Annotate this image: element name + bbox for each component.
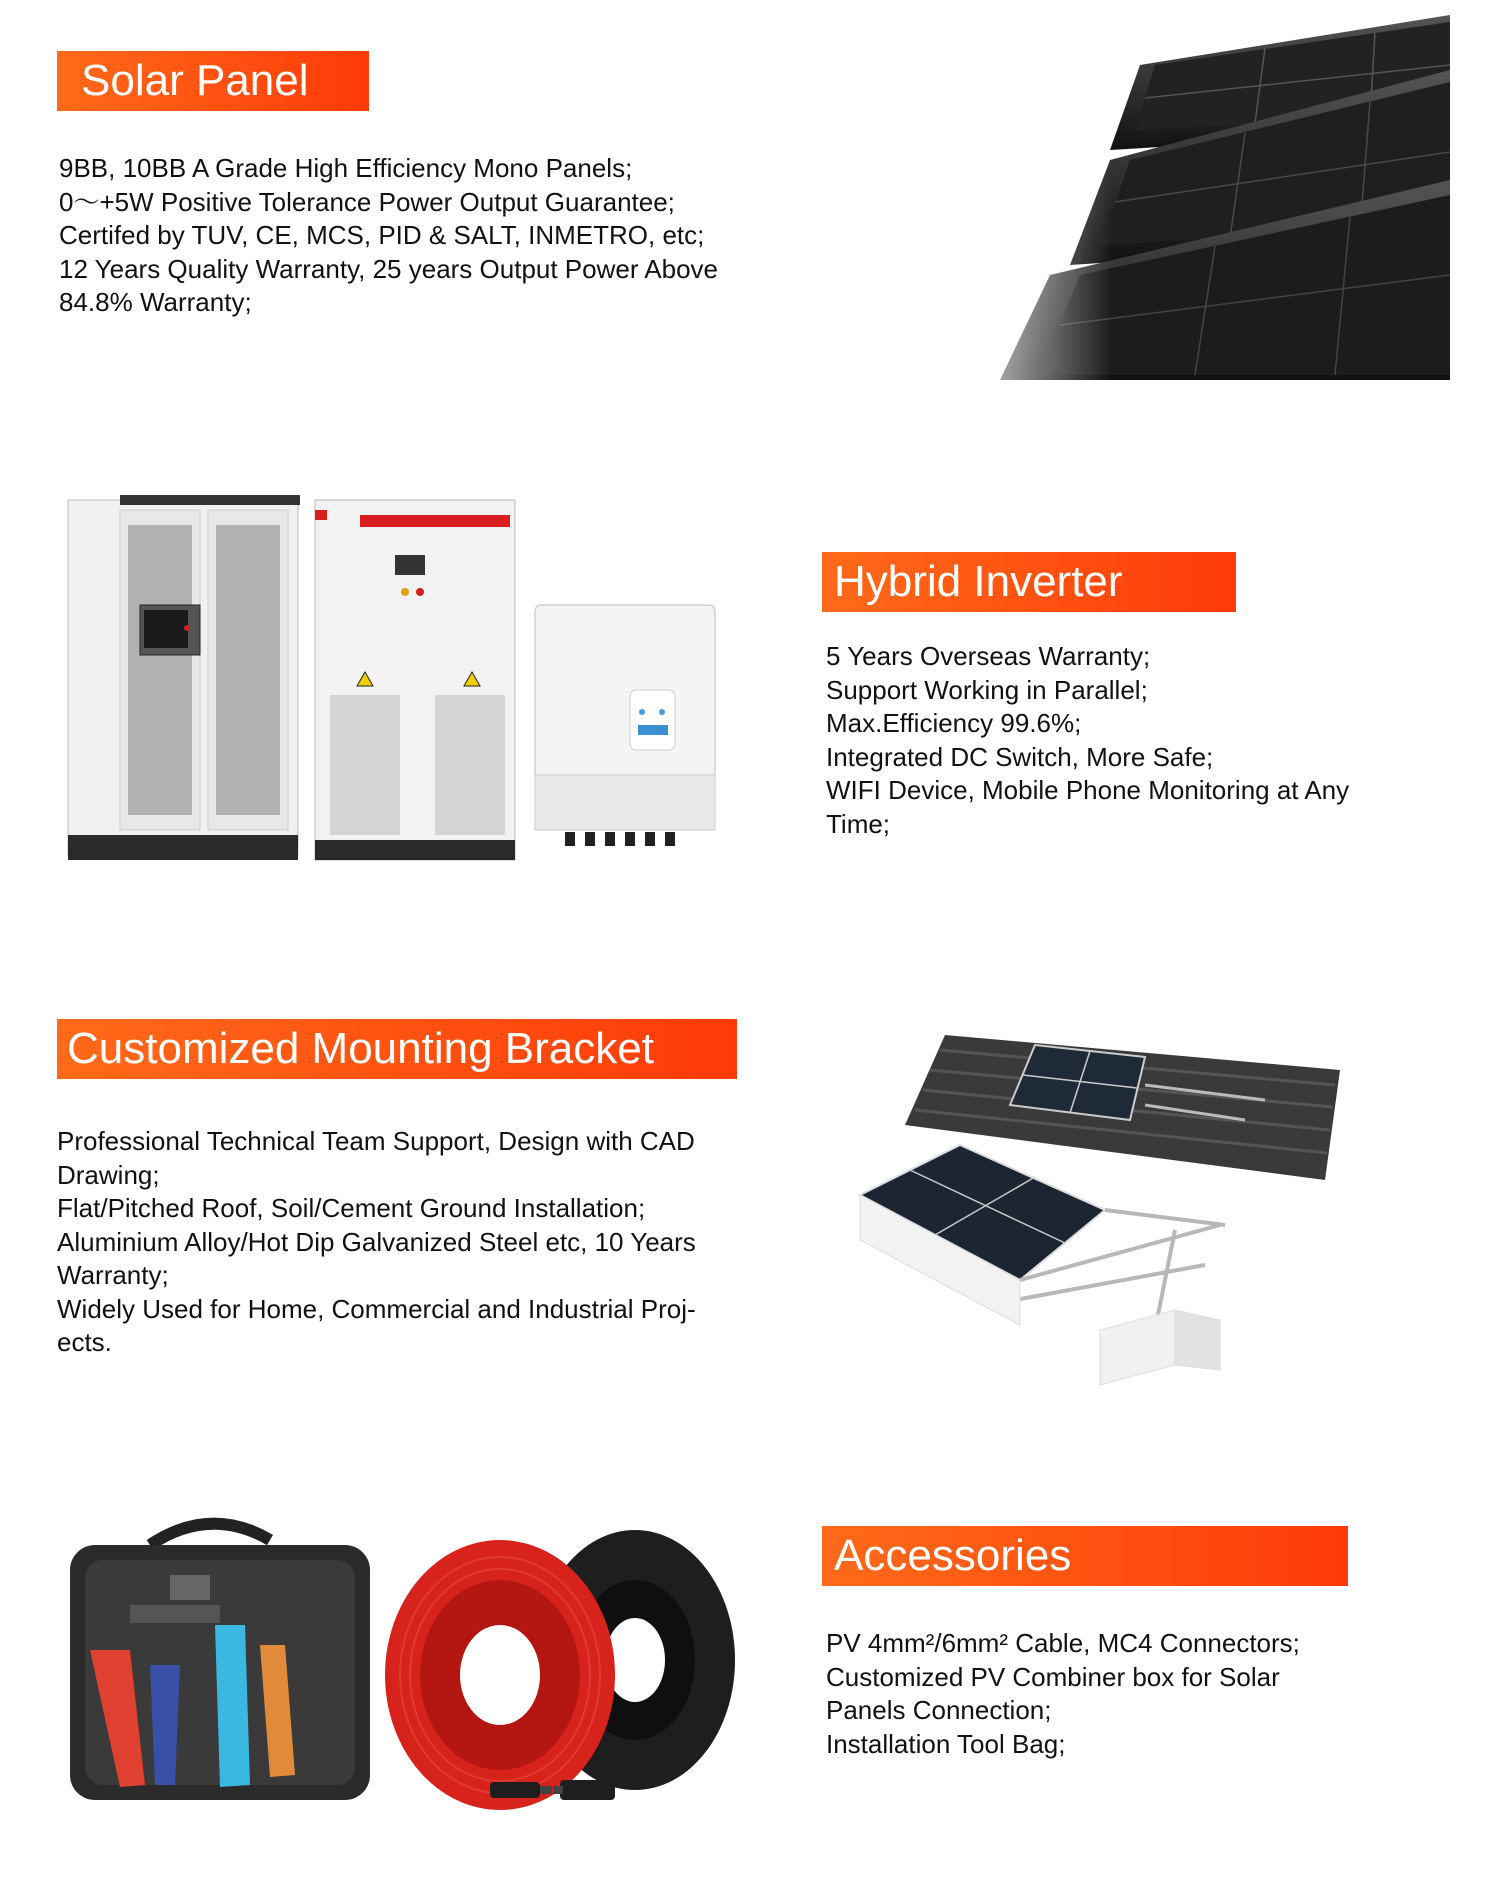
tool-bag-image [60, 1505, 380, 1815]
desc-line: Drawing; [57, 1159, 160, 1190]
desc-line: Integrated DC Switch, More Safe; [826, 741, 1214, 772]
accessories-description [826, 1627, 1300, 1761]
desc-line: Certifed by TUV, CE, MCS, PID & SALT, INMETRO, etc; [59, 220, 705, 250]
desc-line: Aluminium Alloy/Hot Dip Galvanized Steel etc, 10 Years [57, 1226, 696, 1257]
desc-line: 9BB, 10BB A Grade High Efficiency Mono Panels; [59, 153, 633, 183]
solar-panel-stack-image [930, 10, 1450, 380]
desc-line: Installation Tool Bag; [826, 1728, 1066, 1759]
mounting-bracket-description [57, 1125, 696, 1360]
desc-line: Time; [826, 808, 891, 839]
desc-line: Warranty; [57, 1260, 169, 1290]
desc-line: Panels Connection; [826, 1695, 1052, 1725]
desc-line: Max.Efficiency 99.6%; [826, 708, 1082, 738]
desc-line: WIFI Device, Mobile Phone Monitoring at Any [826, 775, 1350, 805]
desc-line: Professional Technical Team Support, Design with CAD [57, 1126, 695, 1156]
desc-line: 5 Years Overseas Warranty; [826, 641, 1151, 671]
desc-line: ects. [57, 1327, 112, 1357]
inverter-cabinets-image [60, 480, 760, 880]
hybrid-inverter-description [826, 640, 1349, 841]
desc-line: 84.8% Warranty; [59, 287, 252, 317]
mounting-bracket-title: Customized Mounting Bracket [57, 1019, 737, 1079]
desc-line: PV 4mm²/6mm² Cable, MC4 Connectors; [826, 1628, 1300, 1658]
desc-line: Customized PV Combiner box for Solar [826, 1661, 1280, 1692]
desc-line: Flat/Pitched Roof, Soil/Cement Ground Installation; [57, 1193, 646, 1223]
desc-line: Support Working in Parallel; [826, 674, 1148, 705]
mc4-connector-image [485, 1770, 625, 1810]
desc-line: 12 Years Quality Warranty, 25 years Output Power Above [59, 253, 719, 284]
accessories-title: Accessories [822, 1526, 1348, 1586]
solar-panel-description [59, 152, 718, 320]
desc-line: 0～+5W Positive Tolerance Power Output Guarantee; [59, 186, 675, 217]
mounting-bracket-image [845, 1025, 1355, 1425]
solar-panel-title: Solar Panel [57, 51, 369, 111]
hybrid-inverter-title: Hybrid Inverter [822, 552, 1236, 612]
desc-line: Widely Used for Home, Commercial and Industrial Proj- [57, 1293, 696, 1324]
